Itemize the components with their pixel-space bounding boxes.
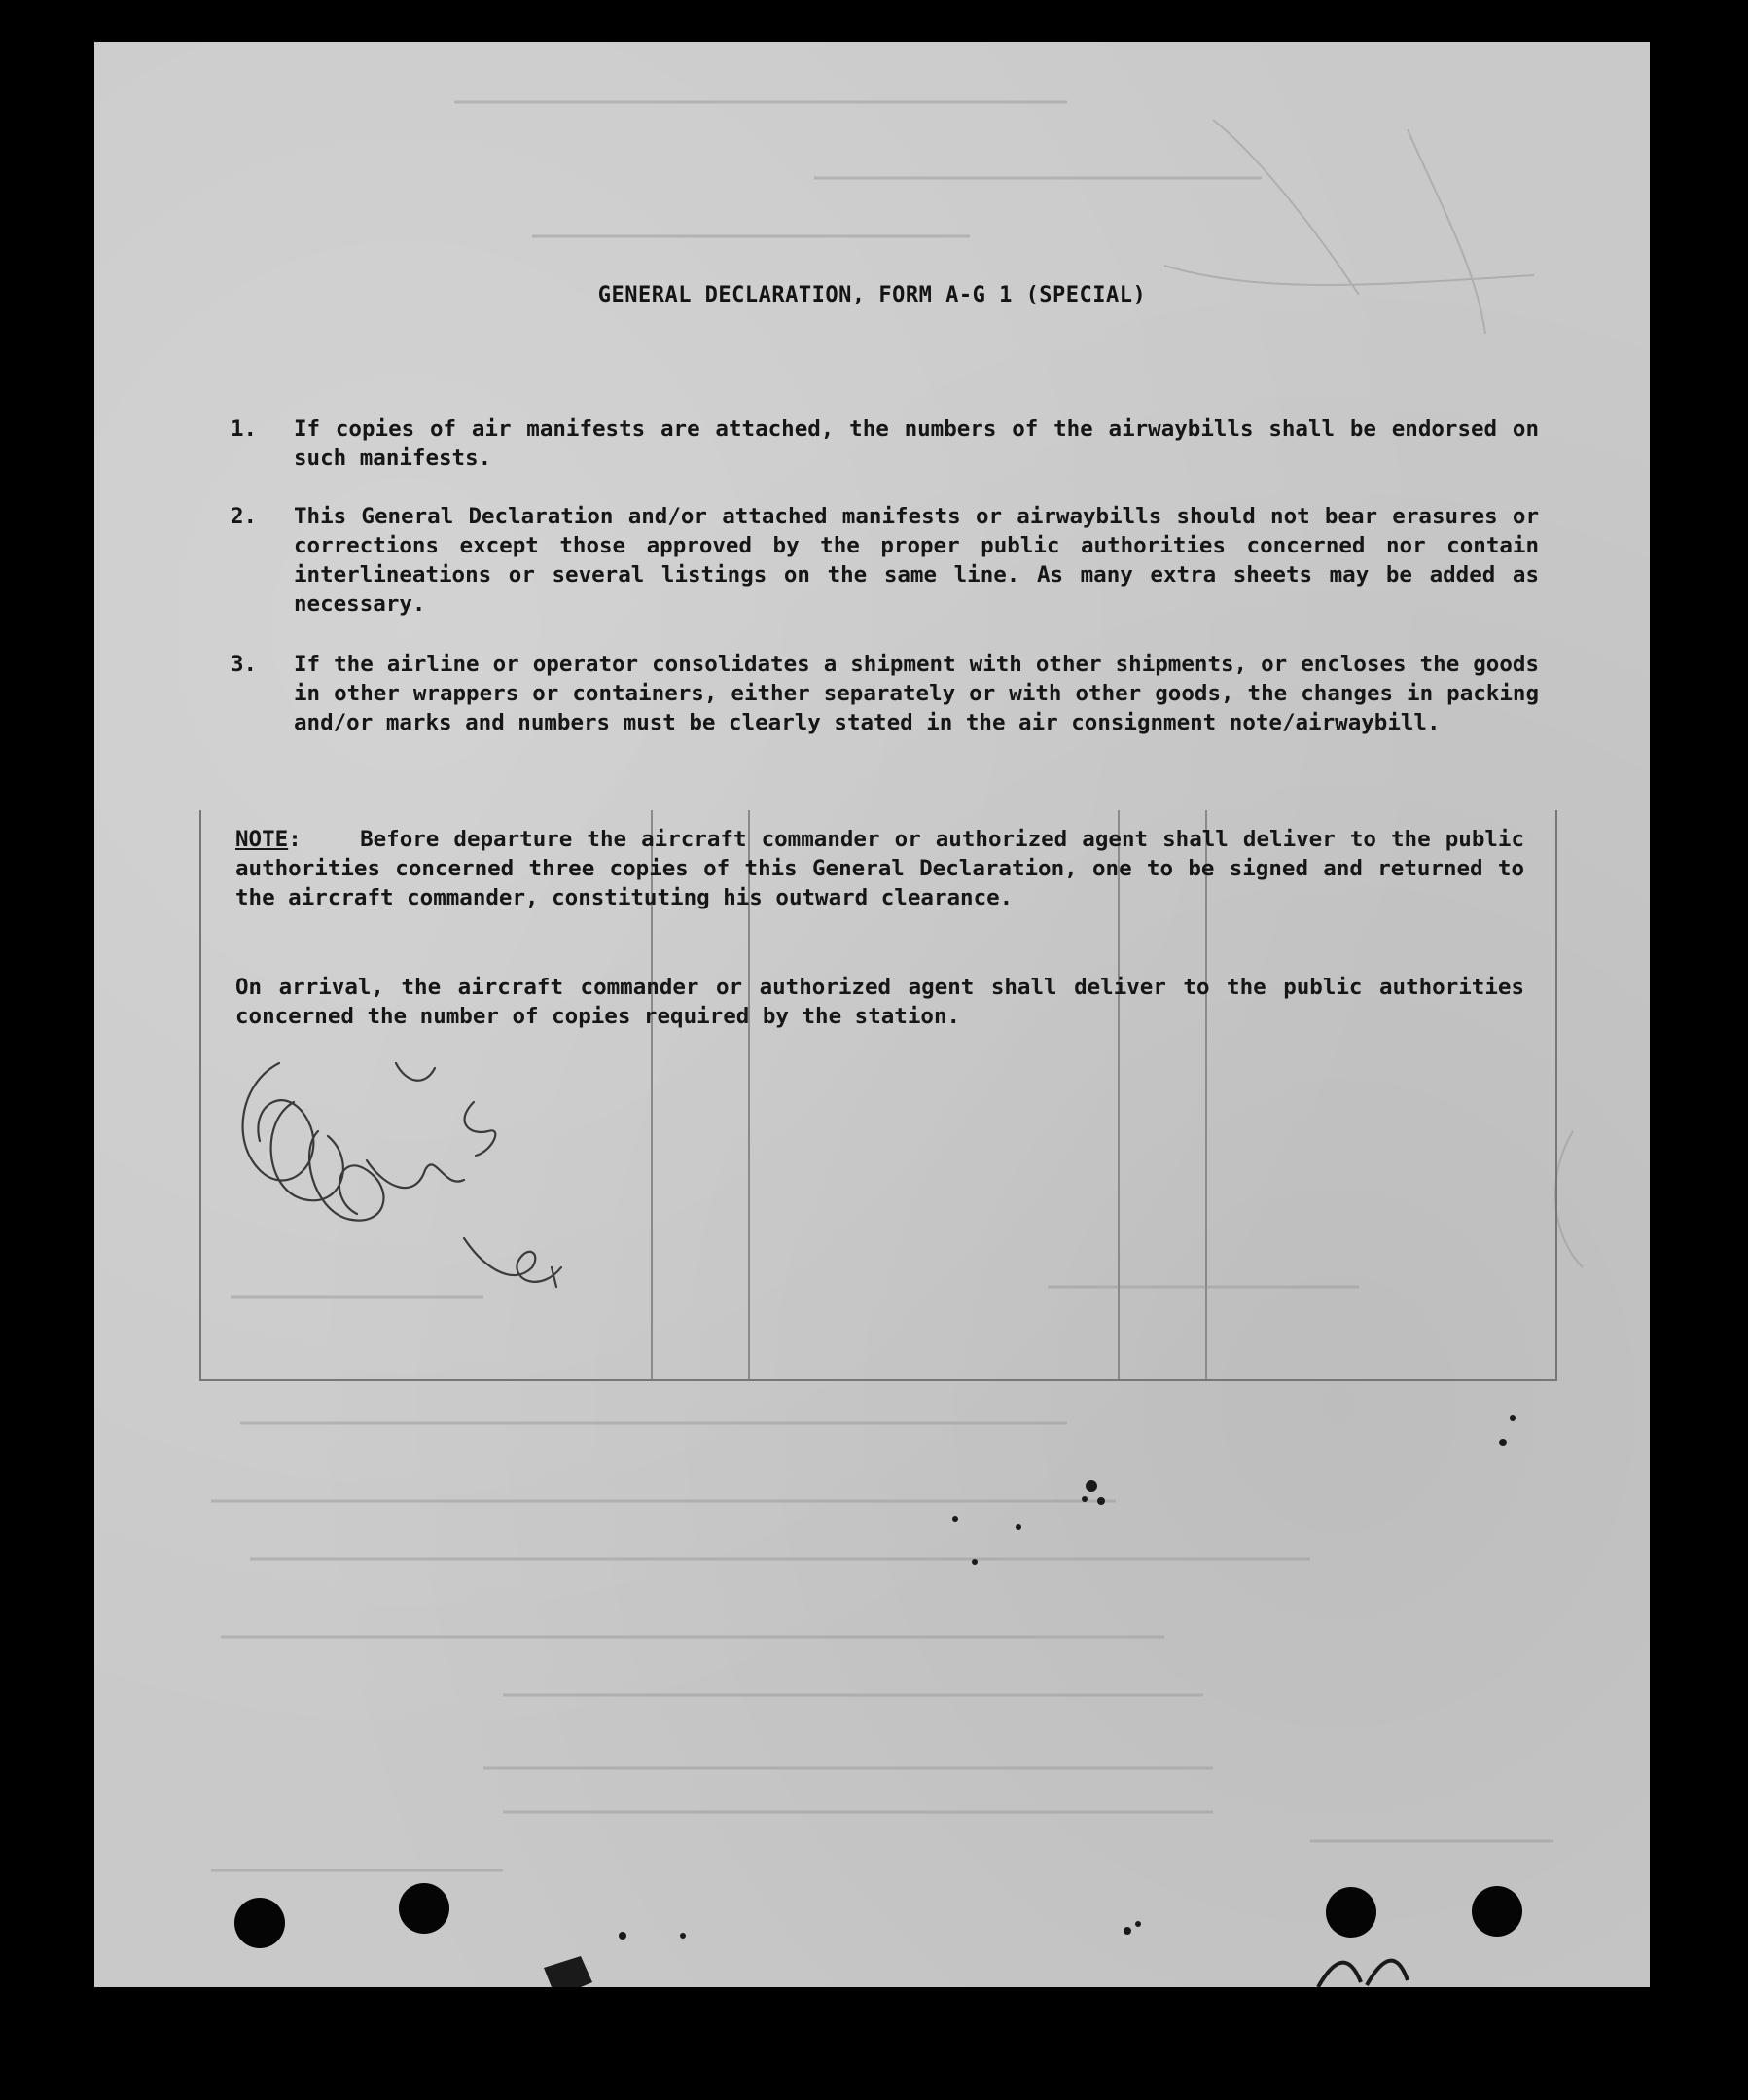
instruction-item (231, 502, 1539, 619)
punch-hole (1472, 1886, 1522, 1937)
note-paragraph (235, 825, 1524, 912)
handwritten-signature (221, 1044, 629, 1335)
document-title: GENERAL DECLARATION, FORM A-G 1 (SPECIAL) (597, 283, 1147, 307)
arrival-paragraph: On arrival, the aircraft commander or authorized agent shall deliver to the public authorities concerned the number of copies required by the station. (235, 975, 1524, 1029)
item-number: 3. (231, 652, 258, 677)
note-colon: : (288, 827, 361, 852)
item-text: If copies of air manifests are attached, the numbers of the airwaybills shall be endorsed on such manifests. (294, 416, 1539, 471)
note-text: Before departure the aircraft commander or authorized agent shall deliver to the public authorities concerned three copies of this General Declaration, one to be signed and returned to the aircraft commander, constituting his outward clearance. (235, 827, 1524, 910)
document-page (94, 42, 1650, 1987)
instruction-item (231, 414, 1539, 473)
item-number: 1. (231, 416, 258, 442)
note-label: NOTE (235, 827, 289, 852)
item-number: 2. (231, 504, 258, 529)
punch-hole (1326, 1887, 1376, 1938)
punch-hole (234, 1898, 285, 1948)
punch-hole (399, 1883, 449, 1934)
item-text: If the airline or operator consolidates a shipment with other shipments, or encloses the goods in other wrappers or containers, either separately or with other goods, the changes in packing and/or marks and numbers must be clearly stated in the air consignment note/airwaybill. (294, 652, 1539, 735)
item-text: This General Declaration and/or attached manifests or airwaybills should not bear erasures or corrections except those approved by the proper public authorities concerned nor contain interlineations or several listings on the same line. As many extra sheets may be added as necessary. (294, 504, 1539, 617)
instruction-item (231, 650, 1539, 737)
